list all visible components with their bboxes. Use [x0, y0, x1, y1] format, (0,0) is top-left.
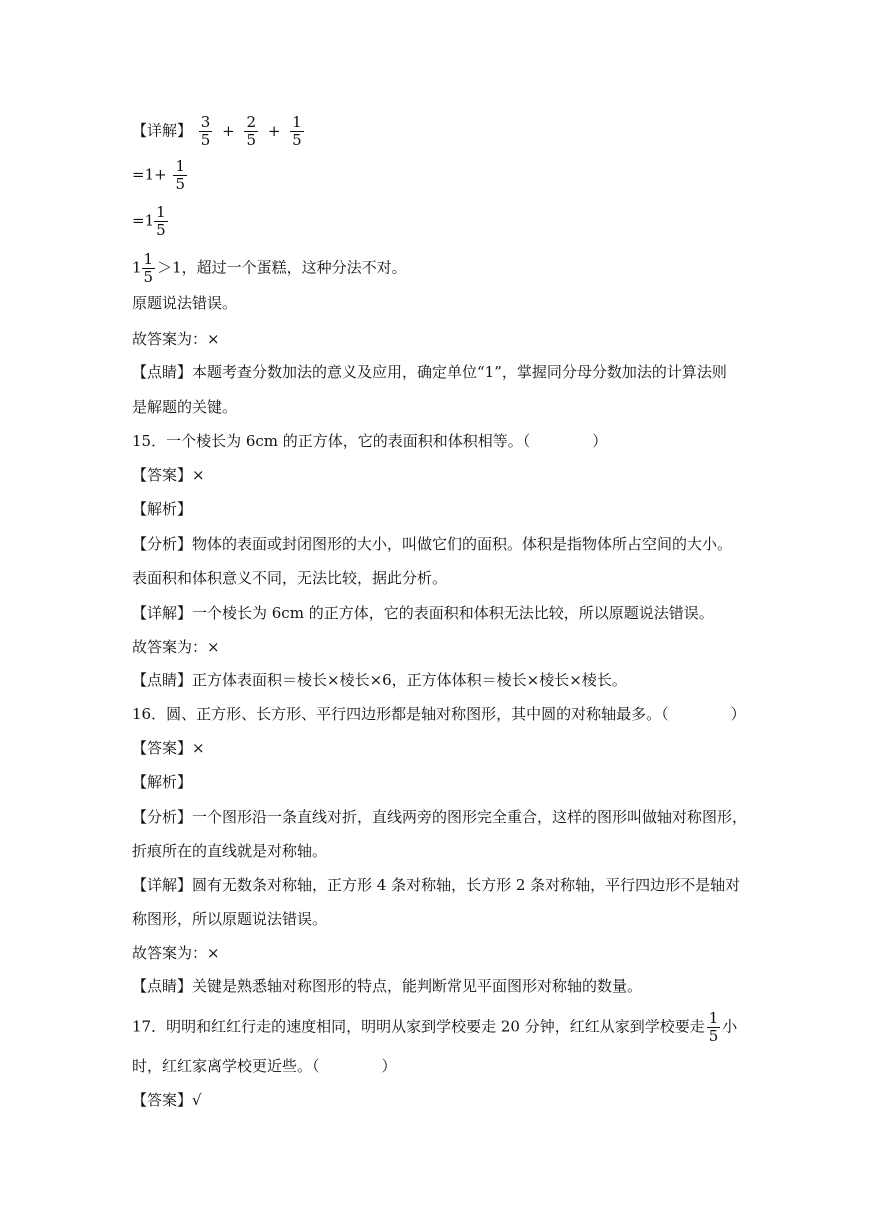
plus-sign: +: [267, 121, 281, 140]
step-line-1: =1+ $\frac{1}{5}$: [132, 157, 186, 193]
question-17: 17．明明和红红行走的速度相同，明明从家到学校要走 20 分钟，红红从家到学校要走 $\frac{1}{5}$ 小: [132, 1009, 738, 1045]
answer-text: 故答案为：×: [132, 330, 220, 348]
compare-line: 1 $\frac{1}{5}$ ＞1，超过一个蛋糕，这种分法不对。: [132, 250, 407, 286]
fraction: $\frac{2}{5}$: [246, 113, 257, 149]
step-line-2: =1 $\frac{1}{5}$: [132, 203, 166, 239]
analysis-tag: 【解析】: [132, 773, 193, 791]
detail-text: 【详解】圆有无数条对称轴，正方形 4 条对称轴，长方形 2 条对称轴，平行四边形不是轴对: [132, 876, 741, 894]
note-text: 【点睛】正方体表面积＝棱长×棱长×6，正方体体积＝棱长×棱长×棱长。: [132, 671, 627, 689]
fraction: $\frac{1}{5}$: [175, 157, 186, 193]
final-answer: 故答案为：×: [132, 944, 220, 962]
analysis-text: 【分析】一个图形沿一条直线对折，直线两旁的图形完全重合，这样的图形叫做轴对称图形，: [132, 808, 748, 826]
answer-label: 【答案】×: [132, 466, 205, 484]
note-text: 【点睛】关键是熟悉轴对称图形的特点，能判断常见平面图形对称轴的数量。: [132, 977, 643, 995]
analysis-text: 【分析】物体的表面或封闭图形的大小，叫做它们的面积。体积是指物体所占空间的大小。: [132, 535, 733, 553]
detail-text: 【详解】一个棱长为 6cm 的正方体，它的表面积和体积无法比较，所以原题说法错误。: [132, 604, 714, 622]
fraction: $\frac{1}{5}$: [292, 113, 302, 149]
fraction: $\frac{1}{5}$: [708, 1009, 719, 1045]
detail-text-cont: 称图形，所以原题说法错误。: [132, 910, 328, 928]
final-answer: 故答案为：×: [132, 638, 220, 656]
question-16: 16．圆、正方形、长方形、平行四边形都是轴对称图形，其中圆的对称轴最多。（ ）: [132, 705, 746, 723]
detail-tag: 【详解】: [132, 121, 193, 140]
note-text-cont: 是解题的关键。: [132, 398, 238, 416]
analysis-text-cont: 折痕所在的直线就是对称轴。: [132, 842, 328, 860]
question-17-cont: 时，红红家离学校更近些。（ ）: [132, 1057, 397, 1075]
note-text: 【点睛】本题考查分数加法的意义及应用，确定单位“1”，掌握同分母分数加法的计算法则: [132, 363, 727, 381]
fraction: $\frac{1}{5}$: [156, 203, 166, 239]
answer-label: 【答案】×: [132, 739, 205, 757]
plus-sign: +: [222, 121, 235, 140]
detail-expression-line: [132, 114, 306, 149]
analysis-tag: 【解析】: [132, 500, 193, 518]
fraction: $\frac{3}{5}$: [200, 113, 211, 149]
conclusion-text: 原题说法错误。: [132, 294, 238, 312]
fraction: $\frac{1}{5}$: [143, 250, 154, 286]
question-15: 15．一个棱长为 6cm 的正方体，它的表面积和体积相等。（ ）: [132, 432, 608, 450]
answer-label: 【答案】√: [132, 1091, 202, 1109]
analysis-text-cont: 表面积和体积意义不同，无法比较，据此分析。: [132, 569, 448, 587]
